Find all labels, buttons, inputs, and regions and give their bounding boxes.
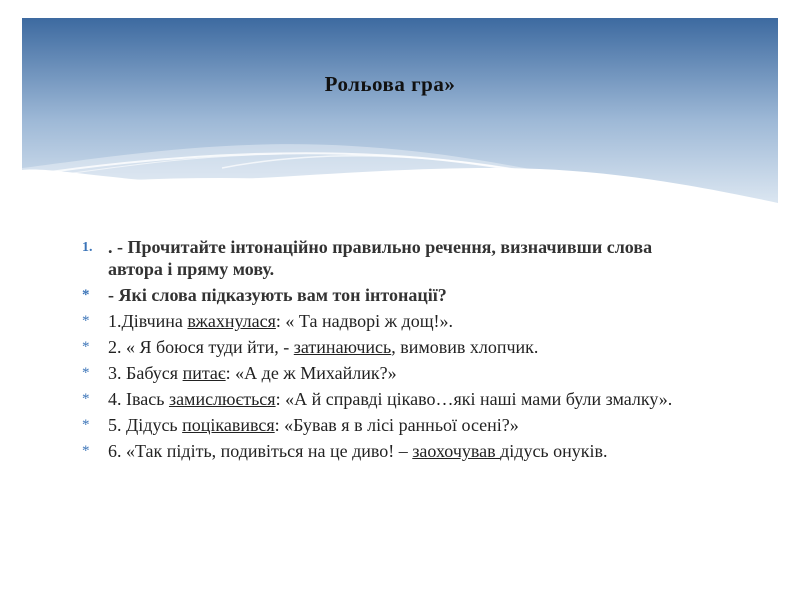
item-text: 4. Івась bbox=[108, 389, 169, 409]
item-text: : «Бував я в лісі ранньої осені?» bbox=[274, 415, 519, 435]
item-text: , вимовив хлопчик. bbox=[391, 337, 539, 357]
item-text: 3. Бабуся bbox=[108, 363, 183, 383]
item-text: : «А й справді цікаво…які наші мами були змалку». bbox=[275, 389, 673, 409]
bullet-list bbox=[82, 236, 702, 466]
item-text: : «А де ж Михайлик?» bbox=[225, 363, 397, 383]
item-text: 1.Дівчина bbox=[108, 311, 188, 331]
list-item bbox=[82, 414, 702, 436]
underlined-word: затинаючись bbox=[293, 337, 392, 357]
bullet-marker: * bbox=[82, 287, 90, 303]
item-text: 5. Дідусь bbox=[108, 415, 183, 435]
list-item bbox=[82, 388, 702, 410]
bullet-marker: * bbox=[82, 313, 90, 329]
list-item bbox=[82, 310, 702, 332]
item-text: - Які слова підказують вам тон інтонації? bbox=[108, 285, 447, 305]
bullet-marker: * bbox=[82, 365, 90, 381]
underlined-word: вжахнулася bbox=[187, 311, 276, 331]
bullet-marker: * bbox=[82, 417, 90, 433]
list-item bbox=[82, 440, 702, 462]
bullet-marker: * bbox=[82, 391, 90, 407]
item-text: 6. «Так підіть, подивіться на це диво! – bbox=[108, 441, 413, 461]
list-item bbox=[82, 284, 702, 306]
list-item bbox=[82, 236, 702, 280]
slide-title: Рольова гра» bbox=[324, 72, 456, 96]
item-text: 2. « Я боюся туди йти, - bbox=[108, 337, 294, 357]
item-text: дідусь онуків. bbox=[500, 441, 608, 461]
item-text: . - Прочитайте інтонаційно правильно речення, визначивши слова автора і пряму мову. bbox=[108, 237, 653, 279]
bullet-marker: 1. bbox=[82, 240, 93, 255]
underlined-word: питає bbox=[182, 363, 226, 383]
underlined-word: заохочував bbox=[412, 441, 501, 461]
header-wave-background bbox=[22, 18, 778, 248]
list-item bbox=[82, 336, 702, 358]
item-text: : « Та надворі ж дощ!». bbox=[275, 311, 454, 331]
bullet-marker: * bbox=[82, 339, 90, 355]
underlined-word: поцікавився bbox=[182, 415, 275, 435]
underlined-word: замислюється bbox=[168, 389, 276, 409]
bullet-marker: * bbox=[82, 443, 90, 459]
list-item bbox=[82, 362, 702, 384]
